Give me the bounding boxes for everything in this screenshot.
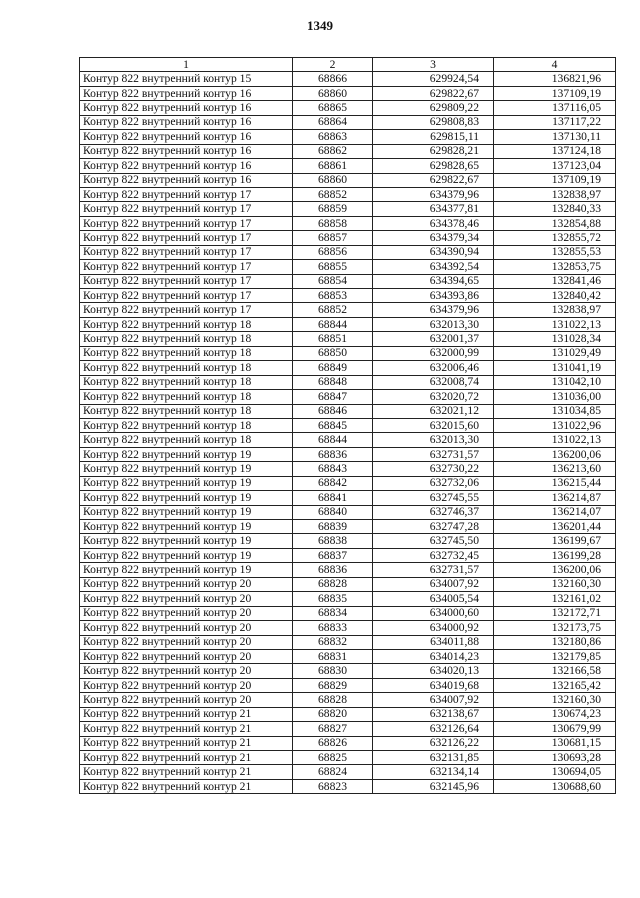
y-coordinate-cell: 132855,72 <box>494 231 616 245</box>
x-coordinate-cell: 632126,22 <box>373 736 494 750</box>
y-coordinate-cell: 132173,75 <box>494 621 616 635</box>
y-coordinate-cell: 131042,10 <box>494 375 616 389</box>
x-coordinate-cell: 634000,60 <box>373 606 494 620</box>
contour-name-cell: Контур 822 внутренний контур 18 <box>80 375 293 389</box>
contour-name-cell: Контур 822 внутренний контур 20 <box>80 577 293 591</box>
table-row <box>80 390 616 404</box>
y-coordinate-cell: 130694,05 <box>494 765 616 779</box>
x-coordinate-cell: 632008,74 <box>373 375 494 389</box>
x-coordinate-cell: 629828,65 <box>373 159 494 173</box>
contour-name-cell: Контур 822 внутренний контур 20 <box>80 693 293 707</box>
y-coordinate-cell: 131022,96 <box>494 418 616 432</box>
x-coordinate-cell: 629822,67 <box>373 173 494 187</box>
x-coordinate-cell: 634005,54 <box>373 592 494 606</box>
contour-name-cell: Контур 822 внутренний контур 18 <box>80 361 293 375</box>
y-coordinate-cell: 132854,88 <box>494 216 616 230</box>
point-number-cell: 68830 <box>293 664 373 678</box>
point-number-cell: 68849 <box>293 361 373 375</box>
x-coordinate-cell: 629822,67 <box>373 86 494 100</box>
y-coordinate-cell: 130693,28 <box>494 751 616 765</box>
y-coordinate-cell: 137116,05 <box>494 101 616 115</box>
contour-name-cell: Контур 822 внутренний контур 20 <box>80 592 293 606</box>
contour-name-cell: Контур 822 внутренний контур 21 <box>80 707 293 721</box>
x-coordinate-cell: 632747,28 <box>373 520 494 534</box>
table-row <box>80 361 616 375</box>
point-number-cell: 68820 <box>293 707 373 721</box>
table-row <box>80 317 616 331</box>
contour-name-cell: Контур 822 внутренний контур 16 <box>80 115 293 129</box>
point-number-cell: 68860 <box>293 86 373 100</box>
y-coordinate-cell: 131041,19 <box>494 361 616 375</box>
point-number-cell: 68831 <box>293 649 373 663</box>
y-coordinate-cell: 132172,71 <box>494 606 616 620</box>
contour-name-cell: Контур 822 внутренний контур 16 <box>80 130 293 144</box>
table-row <box>80 274 616 288</box>
page-number: 1349 <box>307 18 333 33</box>
contour-name-cell: Контур 822 внутренний контур 17 <box>80 260 293 274</box>
table-row <box>80 346 616 360</box>
contour-name-cell: Контур 822 внутренний контур 19 <box>80 462 293 476</box>
point-number-cell: 68850 <box>293 346 373 360</box>
point-number-cell: 68845 <box>293 418 373 432</box>
table-row <box>80 303 616 317</box>
x-coordinate-cell: 632001,37 <box>373 332 494 346</box>
point-number-cell: 68861 <box>293 159 373 173</box>
point-number-cell: 68835 <box>293 592 373 606</box>
contour-name-cell: Контур 822 внутренний контур 18 <box>80 404 293 418</box>
table-row <box>80 563 616 577</box>
contour-name-cell: Контур 822 внутренний контур 17 <box>80 187 293 201</box>
contour-name-cell: Контур 822 внутренний контур 18 <box>80 433 293 447</box>
contour-name-cell: Контур 822 внутренний контур 21 <box>80 751 293 765</box>
table-row <box>80 375 616 389</box>
table-row <box>80 621 616 635</box>
point-number-cell: 68836 <box>293 447 373 461</box>
contour-name-cell: Контур 822 внутренний контур 21 <box>80 736 293 750</box>
contour-name-cell: Контур 822 внутренний контур 15 <box>80 72 293 86</box>
table-row <box>80 577 616 591</box>
x-coordinate-cell: 632015,60 <box>373 418 494 432</box>
point-number-cell: 68828 <box>293 577 373 591</box>
point-number-cell: 68859 <box>293 202 373 216</box>
point-number-cell: 68847 <box>293 390 373 404</box>
table-row <box>80 664 616 678</box>
table-row <box>80 707 616 721</box>
x-coordinate-cell: 632021,12 <box>373 404 494 418</box>
y-coordinate-cell: 137130,11 <box>494 130 616 144</box>
x-coordinate-cell: 634019,68 <box>373 678 494 692</box>
table-row <box>80 202 616 216</box>
point-number-cell: 68839 <box>293 520 373 534</box>
table-row <box>80 678 616 692</box>
x-coordinate-cell: 634011,88 <box>373 635 494 649</box>
y-coordinate-cell: 131022,13 <box>494 317 616 331</box>
point-number-cell: 68863 <box>293 130 373 144</box>
x-coordinate-cell: 632006,46 <box>373 361 494 375</box>
table-row <box>80 447 616 461</box>
x-coordinate-cell: 632730,22 <box>373 462 494 476</box>
column-header-4: 4 <box>494 58 616 72</box>
y-coordinate-cell: 132160,30 <box>494 693 616 707</box>
point-number-cell: 68866 <box>293 72 373 86</box>
y-coordinate-cell: 137124,18 <box>494 144 616 158</box>
table-row <box>80 693 616 707</box>
table-row <box>80 736 616 750</box>
y-coordinate-cell: 136214,87 <box>494 491 616 505</box>
contour-name-cell: Контур 822 внутренний контур 17 <box>80 216 293 230</box>
table-row <box>80 72 616 86</box>
table-row <box>80 635 616 649</box>
point-number-cell: 68846 <box>293 404 373 418</box>
x-coordinate-cell: 632745,50 <box>373 534 494 548</box>
point-number-cell: 68834 <box>293 606 373 620</box>
point-number-cell: 68856 <box>293 245 373 259</box>
contour-name-cell: Контур 822 внутренний контур 21 <box>80 722 293 736</box>
x-coordinate-cell: 634020,13 <box>373 664 494 678</box>
point-number-cell: 68842 <box>293 476 373 490</box>
point-number-cell: 68828 <box>293 693 373 707</box>
y-coordinate-cell: 132179,85 <box>494 649 616 663</box>
y-coordinate-cell: 136213,60 <box>494 462 616 476</box>
x-coordinate-cell: 634393,86 <box>373 289 494 303</box>
table-row <box>80 476 616 490</box>
point-number-cell: 68843 <box>293 462 373 476</box>
point-number-cell: 68848 <box>293 375 373 389</box>
point-number-cell: 68838 <box>293 534 373 548</box>
x-coordinate-cell: 632746,37 <box>373 505 494 519</box>
x-coordinate-cell: 632145,96 <box>373 779 494 793</box>
table-row <box>80 289 616 303</box>
contour-name-cell: Контур 822 внутренний контур 19 <box>80 534 293 548</box>
x-coordinate-cell: 634000,92 <box>373 621 494 635</box>
table-row <box>80 491 616 505</box>
contour-name-cell: Контур 822 внутренний контур 17 <box>80 231 293 245</box>
table-row <box>80 418 616 432</box>
point-number-cell: 68857 <box>293 231 373 245</box>
y-coordinate-cell: 136215,44 <box>494 476 616 490</box>
table-row <box>80 231 616 245</box>
x-coordinate-cell: 629809,22 <box>373 101 494 115</box>
point-number-cell: 68832 <box>293 635 373 649</box>
point-number-cell: 68826 <box>293 736 373 750</box>
x-coordinate-cell: 634379,96 <box>373 187 494 201</box>
y-coordinate-cell: 132838,97 <box>494 303 616 317</box>
table-row <box>80 505 616 519</box>
x-coordinate-cell: 634390,94 <box>373 245 494 259</box>
y-coordinate-cell: 132840,42 <box>494 289 616 303</box>
contour-name-cell: Контур 822 внутренний контур 19 <box>80 447 293 461</box>
table-row <box>80 722 616 736</box>
contour-name-cell: Контур 822 внутренний контур 17 <box>80 289 293 303</box>
table-row <box>80 173 616 187</box>
point-number-cell: 68854 <box>293 274 373 288</box>
y-coordinate-cell: 131036,00 <box>494 390 616 404</box>
point-number-cell: 68858 <box>293 216 373 230</box>
y-coordinate-cell: 136200,06 <box>494 447 616 461</box>
x-coordinate-cell: 634377,81 <box>373 202 494 216</box>
x-coordinate-cell: 634007,92 <box>373 577 494 591</box>
x-coordinate-cell: 632000,99 <box>373 346 494 360</box>
x-coordinate-cell: 632126,64 <box>373 722 494 736</box>
x-coordinate-cell: 632138,67 <box>373 707 494 721</box>
y-coordinate-cell: 131029,49 <box>494 346 616 360</box>
table-row <box>80 534 616 548</box>
y-coordinate-cell: 132840,33 <box>494 202 616 216</box>
contour-name-cell: Контур 822 внутренний контур 19 <box>80 563 293 577</box>
y-coordinate-cell: 132160,30 <box>494 577 616 591</box>
contour-name-cell: Контур 822 внутренний контур 19 <box>80 476 293 490</box>
x-coordinate-cell: 634379,96 <box>373 303 494 317</box>
y-coordinate-cell: 137109,19 <box>494 86 616 100</box>
contour-name-cell: Контур 822 внутренний контур 19 <box>80 491 293 505</box>
coordinates-table <box>79 57 616 794</box>
table-row <box>80 130 616 144</box>
x-coordinate-cell: 632131,85 <box>373 751 494 765</box>
point-number-cell: 68836 <box>293 563 373 577</box>
y-coordinate-cell: 131034,85 <box>494 404 616 418</box>
contour-name-cell: Контур 822 внутренний контур 18 <box>80 332 293 346</box>
y-coordinate-cell: 132855,53 <box>494 245 616 259</box>
table-row <box>80 433 616 447</box>
contour-name-cell: Контур 822 внутренний контур 19 <box>80 505 293 519</box>
point-number-cell: 68824 <box>293 765 373 779</box>
y-coordinate-cell: 130679,99 <box>494 722 616 736</box>
point-number-cell: 68844 <box>293 317 373 331</box>
y-coordinate-cell: 136199,28 <box>494 548 616 562</box>
point-number-cell: 68833 <box>293 621 373 635</box>
point-number-cell: 68827 <box>293 722 373 736</box>
point-number-cell: 68825 <box>293 751 373 765</box>
table-row <box>80 779 616 793</box>
point-number-cell: 68855 <box>293 260 373 274</box>
contour-name-cell: Контур 822 внутренний контур 16 <box>80 101 293 115</box>
x-coordinate-cell: 632013,30 <box>373 433 494 447</box>
x-coordinate-cell: 629924,54 <box>373 72 494 86</box>
contour-name-cell: Контур 822 внутренний контур 20 <box>80 678 293 692</box>
table-row <box>80 404 616 418</box>
x-coordinate-cell: 632020,72 <box>373 390 494 404</box>
contour-name-cell: Контур 822 внутренний контур 16 <box>80 144 293 158</box>
table-row <box>80 462 616 476</box>
contour-name-cell: Контур 822 внутренний контур 20 <box>80 664 293 678</box>
contour-name-cell: Контур 822 внутренний контур 16 <box>80 159 293 173</box>
x-coordinate-cell: 632732,45 <box>373 548 494 562</box>
y-coordinate-cell: 130681,15 <box>494 736 616 750</box>
point-number-cell: 68862 <box>293 144 373 158</box>
point-number-cell: 68851 <box>293 332 373 346</box>
point-number-cell: 68840 <box>293 505 373 519</box>
contour-name-cell: Контур 822 внутренний контур 20 <box>80 649 293 663</box>
point-number-cell: 68837 <box>293 548 373 562</box>
y-coordinate-cell: 132838,97 <box>494 187 616 201</box>
y-coordinate-cell: 136199,67 <box>494 534 616 548</box>
table-row <box>80 606 616 620</box>
y-coordinate-cell: 130674,23 <box>494 707 616 721</box>
contour-name-cell: Контур 822 внутренний контур 17 <box>80 274 293 288</box>
column-header-2: 2 <box>293 58 373 72</box>
point-number-cell: 68823 <box>293 779 373 793</box>
contour-name-cell: Контур 822 внутренний контур 16 <box>80 173 293 187</box>
table-body <box>80 72 616 794</box>
y-coordinate-cell: 132180,86 <box>494 635 616 649</box>
contour-name-cell: Контур 822 внутренний контур 16 <box>80 86 293 100</box>
contour-name-cell: Контур 822 внутренний контур 18 <box>80 346 293 360</box>
table-row <box>80 548 616 562</box>
y-coordinate-cell: 132166,58 <box>494 664 616 678</box>
table-row <box>80 86 616 100</box>
table-row <box>80 216 616 230</box>
table-row <box>80 101 616 115</box>
table-row <box>80 115 616 129</box>
table-row <box>80 260 616 274</box>
x-coordinate-cell: 632134,14 <box>373 765 494 779</box>
x-coordinate-cell: 629808,83 <box>373 115 494 129</box>
column-header-1: 1 <box>80 58 293 72</box>
y-coordinate-cell: 131028,34 <box>494 332 616 346</box>
point-number-cell: 68860 <box>293 173 373 187</box>
table-row <box>80 592 616 606</box>
x-coordinate-cell: 634379,34 <box>373 231 494 245</box>
contour-name-cell: Контур 822 внутренний контур 18 <box>80 418 293 432</box>
y-coordinate-cell: 136200,06 <box>494 563 616 577</box>
table-row <box>80 649 616 663</box>
x-coordinate-cell: 634378,46 <box>373 216 494 230</box>
point-number-cell: 68864 <box>293 115 373 129</box>
contour-name-cell: Контур 822 внутренний контур 19 <box>80 520 293 534</box>
x-coordinate-cell: 632013,30 <box>373 317 494 331</box>
y-coordinate-cell: 132841,46 <box>494 274 616 288</box>
x-coordinate-cell: 632731,57 <box>373 563 494 577</box>
y-coordinate-cell: 136214,07 <box>494 505 616 519</box>
point-number-cell: 68829 <box>293 678 373 692</box>
point-number-cell: 68865 <box>293 101 373 115</box>
table-row <box>80 159 616 173</box>
x-coordinate-cell: 632732,06 <box>373 476 494 490</box>
x-coordinate-cell: 634394,65 <box>373 274 494 288</box>
y-coordinate-cell: 132165,42 <box>494 678 616 692</box>
contour-name-cell: Контур 822 внутренний контур 21 <box>80 779 293 793</box>
table-row <box>80 520 616 534</box>
y-coordinate-cell: 131022,13 <box>494 433 616 447</box>
x-coordinate-cell: 632731,57 <box>373 447 494 461</box>
point-number-cell: 68844 <box>293 433 373 447</box>
table-header-row <box>80 58 616 72</box>
table-row <box>80 765 616 779</box>
table-row <box>80 751 616 765</box>
table-row <box>80 332 616 346</box>
contour-name-cell: Контур 822 внутренний контур 17 <box>80 303 293 317</box>
x-coordinate-cell: 629815,11 <box>373 130 494 144</box>
x-coordinate-cell: 634014,23 <box>373 649 494 663</box>
x-coordinate-cell: 634007,92 <box>373 693 494 707</box>
x-coordinate-cell: 629828,21 <box>373 144 494 158</box>
y-coordinate-cell: 136821,96 <box>494 72 616 86</box>
contour-name-cell: Контур 822 внутренний контур 20 <box>80 635 293 649</box>
y-coordinate-cell: 132853,75 <box>494 260 616 274</box>
point-number-cell: 68853 <box>293 289 373 303</box>
y-coordinate-cell: 137123,04 <box>494 159 616 173</box>
y-coordinate-cell: 137109,19 <box>494 173 616 187</box>
contour-name-cell: Контур 822 внутренний контур 18 <box>80 317 293 331</box>
point-number-cell: 68841 <box>293 491 373 505</box>
point-number-cell: 68852 <box>293 303 373 317</box>
y-coordinate-cell: 136201,44 <box>494 520 616 534</box>
contour-name-cell: Контур 822 внутренний контур 19 <box>80 548 293 562</box>
table-row <box>80 144 616 158</box>
point-number-cell: 68852 <box>293 187 373 201</box>
contour-name-cell: Контур 822 внутренний контур 21 <box>80 765 293 779</box>
contour-name-cell: Контур 822 внутренний контур 20 <box>80 606 293 620</box>
contour-name-cell: Контур 822 внутренний контур 18 <box>80 390 293 404</box>
contour-name-cell: Контур 822 внутренний контур 17 <box>80 245 293 259</box>
table-row <box>80 187 616 201</box>
column-header-3: 3 <box>373 58 494 72</box>
x-coordinate-cell: 634392,54 <box>373 260 494 274</box>
y-coordinate-cell: 132161,02 <box>494 592 616 606</box>
y-coordinate-cell: 137117,22 <box>494 115 616 129</box>
contour-name-cell: Контур 822 внутренний контур 17 <box>80 202 293 216</box>
y-coordinate-cell: 130688,60 <box>494 779 616 793</box>
x-coordinate-cell: 632745,55 <box>373 491 494 505</box>
table-row <box>80 245 616 259</box>
contour-name-cell: Контур 822 внутренний контур 20 <box>80 621 293 635</box>
